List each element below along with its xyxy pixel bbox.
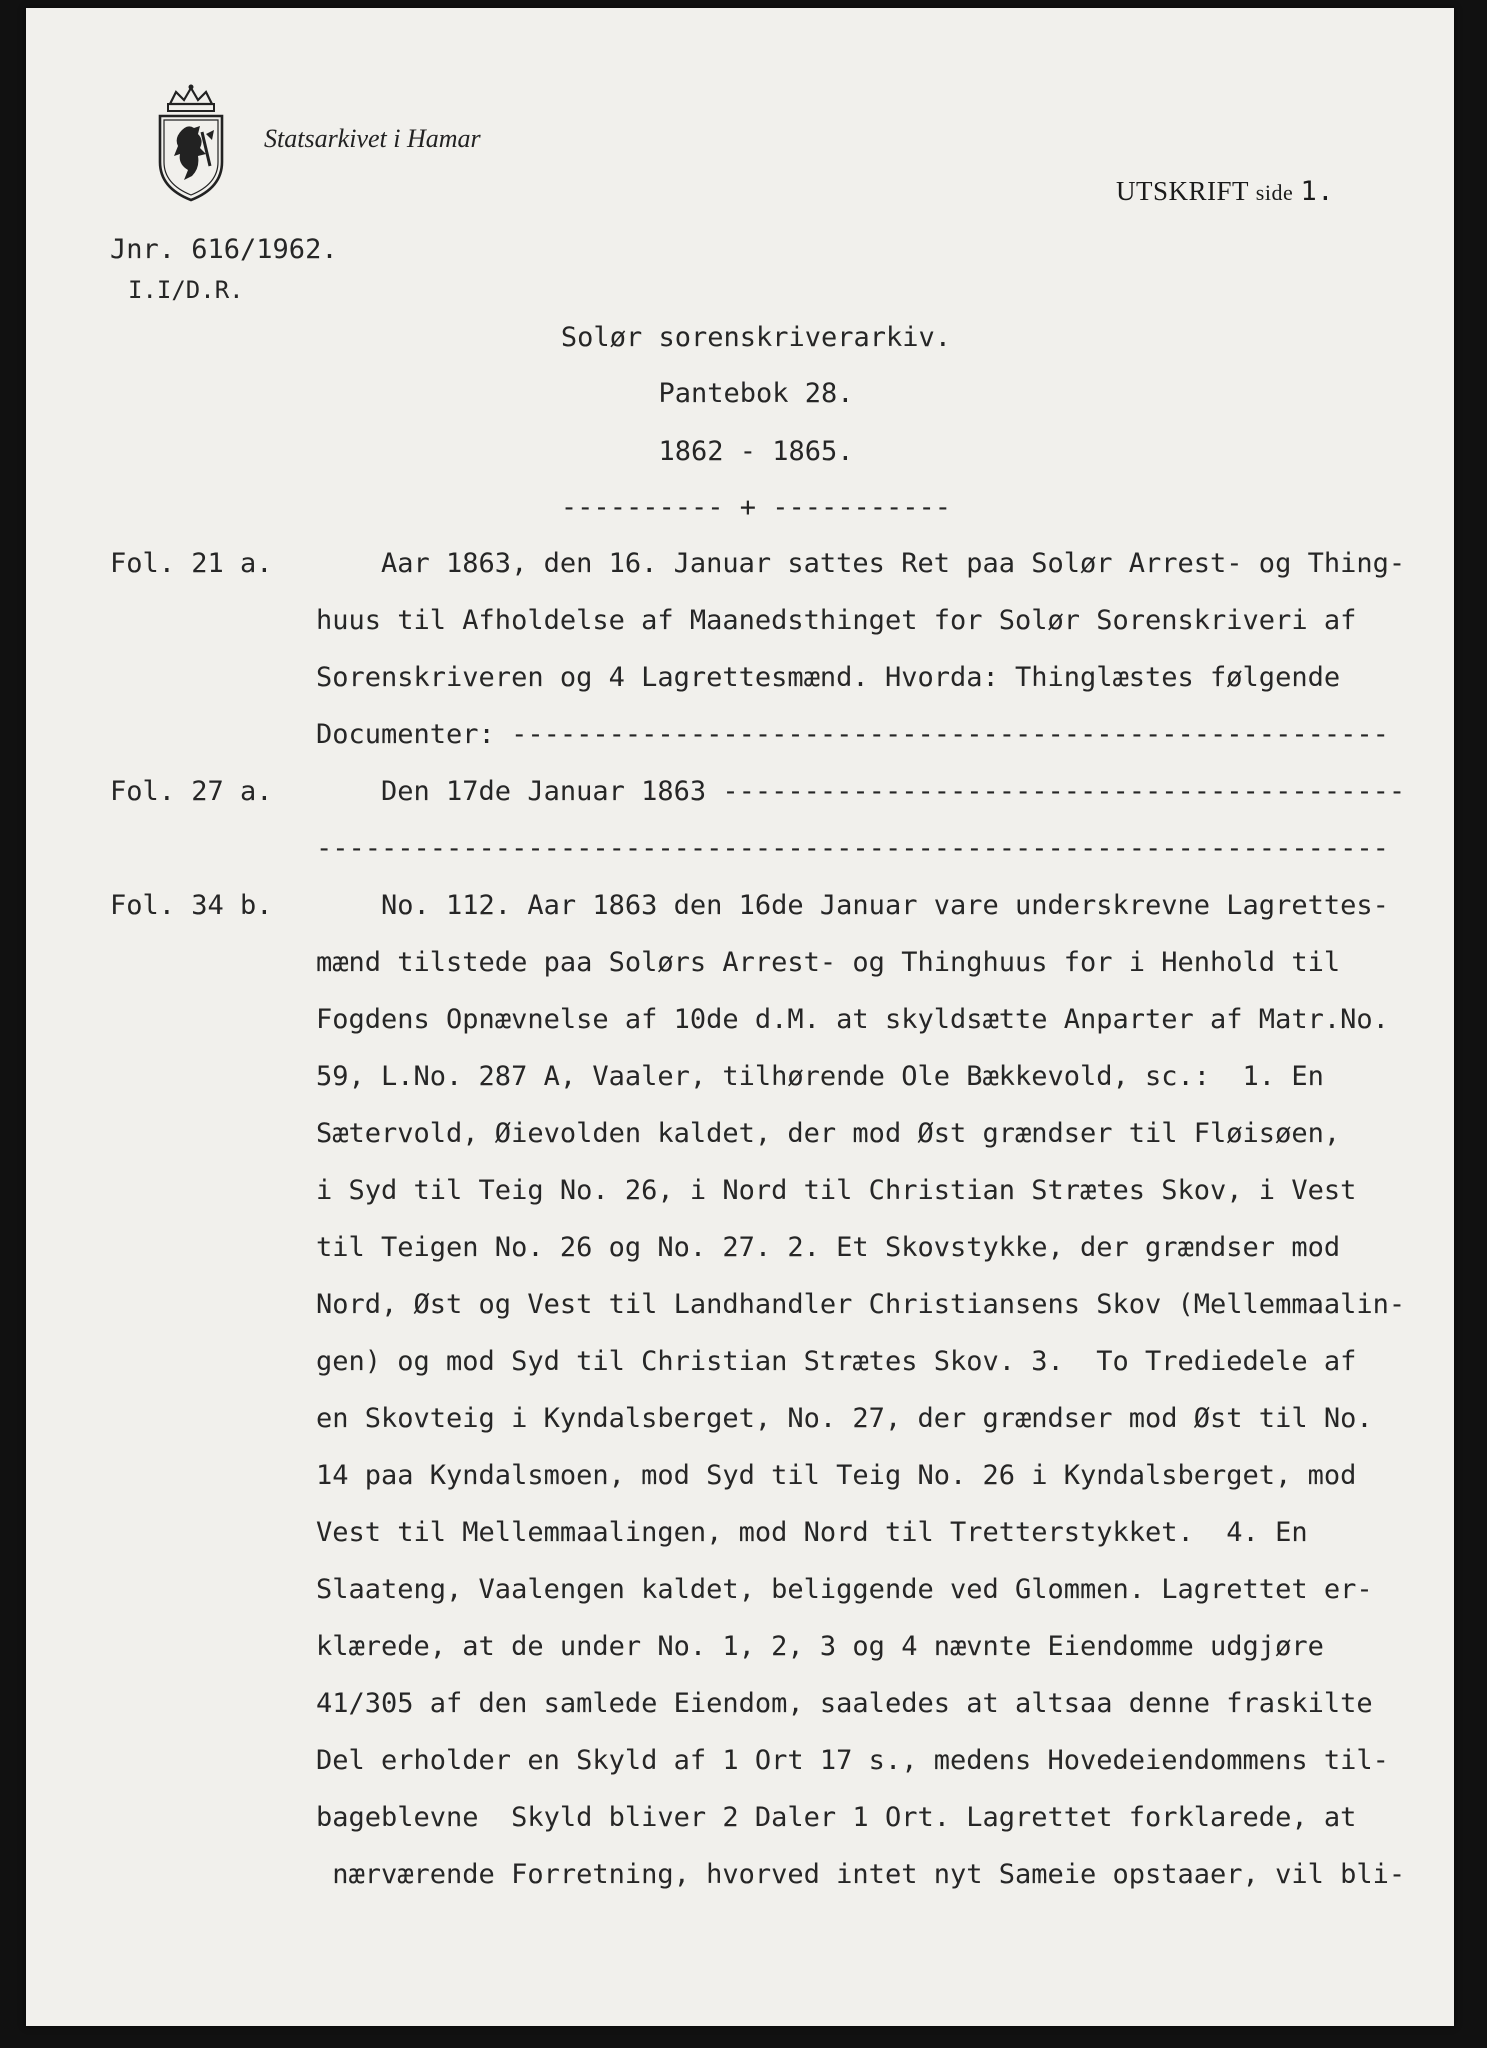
text-line: gen) og mod Syd til Christian Strætes Skov. 3. To Trediedele af (316, 1346, 1357, 1377)
utskrift-label: UTSKRIFT (1116, 176, 1249, 206)
folio-label: Fol. 27 a. (110, 776, 273, 807)
text-line: en Skovteig i Kyndalsberget, No. 27, der grændser mod Øst til No. (316, 1403, 1373, 1434)
text-line: 41/305 af den samlede Eiendom, saaledes at altsaa denne fraskilte (316, 1688, 1373, 1719)
text-line: Nord, Øst og Vest til Landhandler Christiansens Skov (Mellemmaalin- (316, 1289, 1406, 1320)
journal-number: Jnr. 616/1962. (110, 234, 338, 265)
archive-name: Statsarkivet i Hamar (264, 124, 481, 153)
page-header-utskrift (1116, 176, 1334, 207)
text-line: klærede, at de under No. 1, 2, 3 og 4 nævnte Eiendomme udgjøre (316, 1631, 1324, 1662)
text-line: Aar 1863, den 16. Januar sattes Ret paa Solør Arrest- og Thing- (316, 548, 1406, 579)
text-line: Sorenskriveren og 4 Lagrettesmænd. Hvorda: Thinglæstes følgende (316, 662, 1341, 693)
page-number: 1. (1300, 176, 1334, 207)
text-line: Del erholder en Skyld af 1 Ort 17 s., medens Hovedeiendommens til- (316, 1745, 1389, 1776)
text-line: Den 17de Januar 1863 ------------------------------------------ (316, 776, 1406, 807)
text-line: nærværende Forretning, hvorved intet nyt Sameie opstaaer, vil bli- (316, 1859, 1406, 1890)
text-line: Slaateng, Vaalengen kaldet, beliggende ved Glommen. Lagrettet er- (316, 1574, 1373, 1605)
text-line: mænd tilstede paa Solørs Arrest- og Thinghuus for i Henhold til (316, 947, 1341, 978)
text-line: Sætervold, Øievolden kaldet, der mod Øst grændser til Fløisøen, (316, 1118, 1341, 1149)
text-line: bageblevne Skyld bliver 2 Daler 1 Ort. Lagrettet forklarede, at (316, 1802, 1357, 1833)
side-label: side (1255, 180, 1294, 205)
text-line: huus til Afholdelse af Maanedsthinget for Solør Sorenskriveri af (316, 605, 1357, 636)
text-line: No. 112. Aar 1863 den 16de Januar vare underskrevne Lagrettes- (316, 890, 1389, 921)
folio-label: Fol. 21 a. (110, 548, 273, 579)
text-line: Vest til Mellemmaalingen, mod Nord til Tretterstykket. 4. En (316, 1517, 1308, 1548)
text-line: 14 paa Kyndalsmoen, mod Syd til Teig No. 26 i Kyndalsberget, mod (316, 1460, 1357, 1491)
volume-title: Pantebok 28. (658, 378, 854, 409)
archive-title: Solør sorenskriverarkiv. (560, 322, 952, 353)
text-line: til Teigen No. 26 og No. 27. 2. Et Skovstykke, der grændser mod (316, 1232, 1341, 1263)
text-line: Documenter: ------------------------------------------------------ (316, 719, 1389, 750)
text-line: ------------------------------------------------------------------ (316, 833, 1389, 864)
reference-initials: I.I/D.R. (128, 276, 244, 304)
norwegian-coat-of-arms-icon (154, 84, 228, 204)
document-page (26, 8, 1454, 2026)
text-line: i Syd til Teig No. 26, i Nord til Christian Strætes Skov, i Vest (316, 1175, 1357, 1206)
title-separator: ---------- + ----------- (560, 492, 952, 523)
folio-label: Fol. 34 b. (110, 890, 273, 921)
text-line: 59, L.No. 287 A, Vaaler, tilhørende Ole Bækkevold, sc.: 1. En (316, 1061, 1324, 1092)
year-range: 1862 - 1865. (658, 436, 854, 467)
text-line: Fogdens Opnævnelse af 10de d.M. at skyldsætte Anparter af Matr.No. (316, 1004, 1389, 1035)
